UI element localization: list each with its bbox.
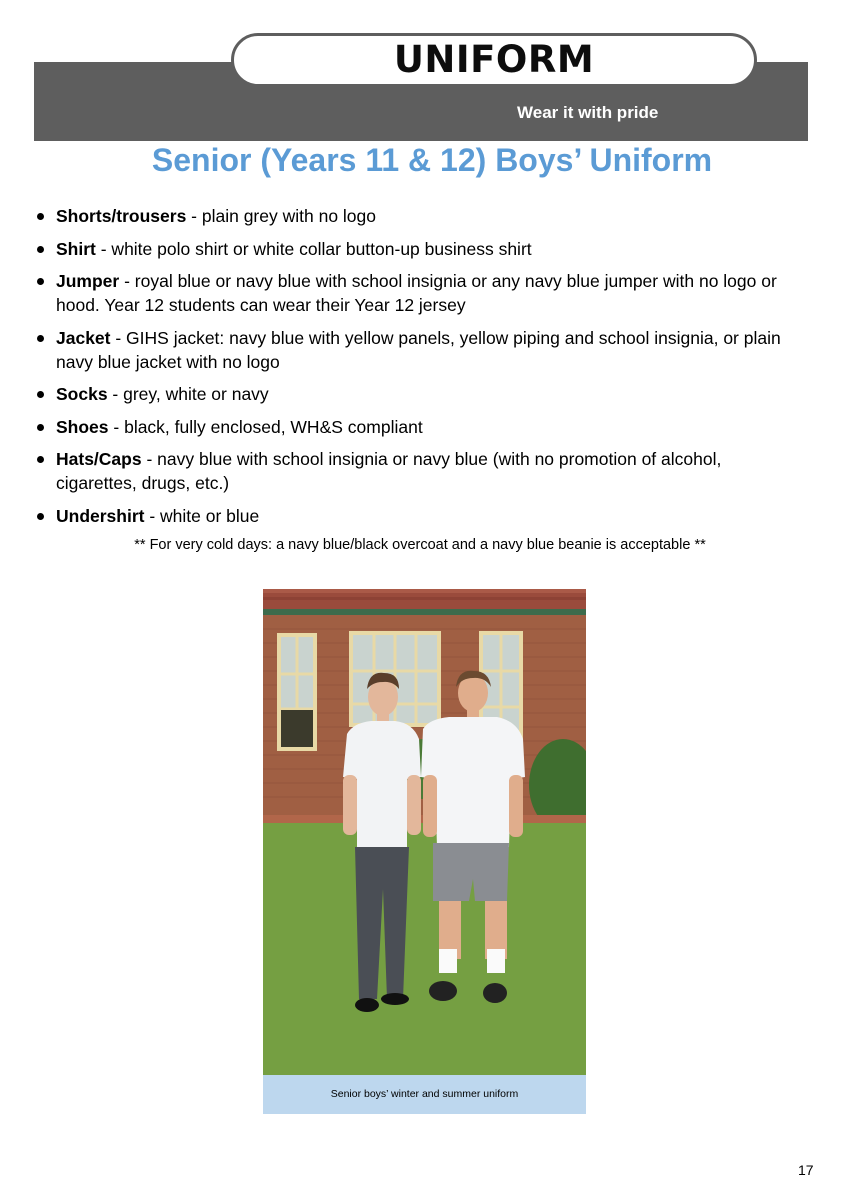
item-text: - royal blue or navy blue with school insignia or any navy blue jumper with no logo or hood. Year 12 students can wear their Year 12 jersey (56, 271, 777, 315)
list-item (34, 326, 804, 374)
tagline: Wear it with pride (517, 103, 659, 122)
bullet-icon (37, 513, 44, 520)
list-item (34, 504, 804, 528)
item-text: - black, fully enclosed, WH&S compliant (108, 416, 423, 437)
uniform-photo (263, 589, 586, 1075)
item-term: Hats/Caps (56, 449, 142, 469)
page-number: 17 (798, 1162, 814, 1178)
item-term: Socks (56, 384, 108, 404)
cold-weather-note: ** For very cold days: a navy blue/black overcoat and a navy blue beanie is acceptable ** (134, 537, 706, 553)
item-term: Shoes (56, 416, 109, 437)
bullet-icon (37, 278, 44, 285)
list-item (34, 204, 804, 228)
bullet-icon (37, 456, 44, 463)
section-heading: Senior (Years 11 & 12) Boys’ Uniform (151, 142, 713, 178)
bullet-icon (37, 424, 44, 431)
item-text: - white polo shirt or white collar button-up business shirt (95, 238, 532, 259)
bullet-icon (37, 391, 44, 398)
item-term: Shorts/trousers (56, 206, 187, 226)
item-text: - navy blue with school insignia or navy blue (with no promotion of alcohol, cigarettes, drugs, etc.) (56, 449, 722, 493)
title-pill (231, 33, 757, 87)
students-illustration (263, 589, 586, 1075)
item-text: - white or blue (144, 505, 260, 526)
photo-caption: Senior boys’ winter and summer uniform (263, 1075, 586, 1114)
item-text: - GIHS jacket: navy blue with yellow panels, yellow piping and school insignia, or plain navy blue jacket with no logo (56, 327, 781, 372)
item-text: - grey, white or navy (107, 384, 269, 404)
list-item (34, 415, 804, 439)
bullet-icon (37, 213, 44, 220)
list-item (34, 269, 804, 317)
item-term: Jumper (56, 271, 120, 291)
item-term: Shirt (56, 238, 96, 259)
uniform-list (34, 204, 804, 536)
page-title: UNIFORM (393, 38, 595, 81)
bullet-icon (37, 246, 44, 253)
item-term: Undershirt (56, 505, 145, 526)
list-item (34, 237, 804, 261)
list-item (34, 447, 804, 495)
list-item (34, 382, 804, 406)
item-term: Jacket (56, 327, 111, 348)
item-text: - plain grey with no logo (186, 206, 377, 226)
bullet-icon (37, 335, 44, 342)
